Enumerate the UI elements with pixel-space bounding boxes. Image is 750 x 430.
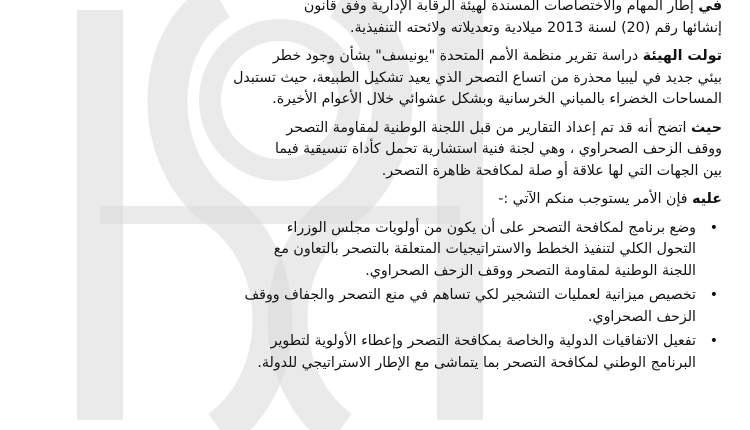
bullet-icon: • bbox=[709, 287, 718, 303]
list-line: التحول الكلي لتنفيذ الخطط والاستراتيجيات المتعلقة بالتصحر بالتعاون مع bbox=[273, 241, 696, 257]
line-text: إطار المهام والاختصاصات المسندة لهيئة الرقابة الإدارية وفق قانون bbox=[303, 0, 694, 14]
paragraph-line: المساحات الخضراء بالمباني الخرسانية وبشكل عشوائي خلال الأعوام الأخيرة. bbox=[272, 91, 722, 107]
list-item bbox=[22, 285, 722, 328]
list-line: الزحف الصحراوي. bbox=[587, 308, 696, 325]
letter-body bbox=[22, 0, 722, 377]
paragraph-line bbox=[22, 118, 722, 140]
list-line: تخصيص ميزانية لعمليات التشجير لكي تساهم في منع التصحر والجفاف ووقف bbox=[244, 287, 696, 303]
paragraph-lead: حيث bbox=[690, 119, 722, 136]
findings-paragraph bbox=[22, 118, 722, 183]
list-line: البرنامج الوطني لمكافحة التصحر بما يتماشى مع الإطار الاستراتيجي للدولة. bbox=[257, 354, 696, 371]
bullet-icon: • bbox=[709, 333, 718, 349]
paragraph-line: إنشائها رقم (20) لسنة 2013 ميلادية وتعديلاته ولائحته التنفيذية. bbox=[350, 19, 722, 36]
paragraph-line: ووقف الزحف الصحراوي ، وهي لجنة فنية استشارية تحمل كأداة تنسيقية فيما bbox=[275, 141, 722, 157]
paragraph-line: بيئي جديد في ليبيا محذرة من اتساع التصحر الذي يعيد تشكيل الطبيعة، حيث تستبدل bbox=[233, 69, 722, 86]
paragraph-lead: عليه bbox=[692, 191, 722, 207]
paragraph-line bbox=[22, 189, 722, 211]
bullet-icon: • bbox=[709, 219, 718, 236]
list-line: اللجنة الوطنية لمقاومة التصحر ووقف الزحف الصحراوي. bbox=[365, 262, 696, 279]
paragraph-lead: في bbox=[698, 0, 722, 14]
request-paragraph bbox=[22, 189, 722, 211]
intro-paragraph bbox=[22, 0, 722, 39]
list-item bbox=[22, 331, 722, 374]
paragraph-line bbox=[22, 46, 722, 68]
list-line: وضع برنامج لمكافحة التصحر على أن يكون من أولويات مجلس الوزراء bbox=[286, 219, 696, 236]
line-text: فإن الأمر يستوجب منكم الآتي :- bbox=[498, 191, 688, 207]
list-line: تفعيل الاتفاقيات الدولية والخاصة بمكافحة التصحر وإعطاء الأولوية لتطوير bbox=[270, 333, 696, 349]
line-text: دراسة تقرير منظمة الأمم المتحدة "يونيسف" بشأن وجود خطر bbox=[272, 48, 639, 64]
recommendations-list bbox=[22, 218, 722, 375]
line-text: اتضح أنه قد تم إعداد التقارير من قبل اللجنة الوطنية لمقاومة التصحر bbox=[286, 119, 687, 136]
study-paragraph bbox=[22, 46, 722, 111]
paragraph-line: بين الجهات التي لها علاقة أو صلة لمكافحة ظاهرة التصحر. bbox=[381, 162, 722, 179]
paragraph-lead: تولت الهيئة bbox=[642, 48, 722, 64]
paragraph-line bbox=[22, 0, 722, 18]
list-item bbox=[22, 218, 722, 283]
